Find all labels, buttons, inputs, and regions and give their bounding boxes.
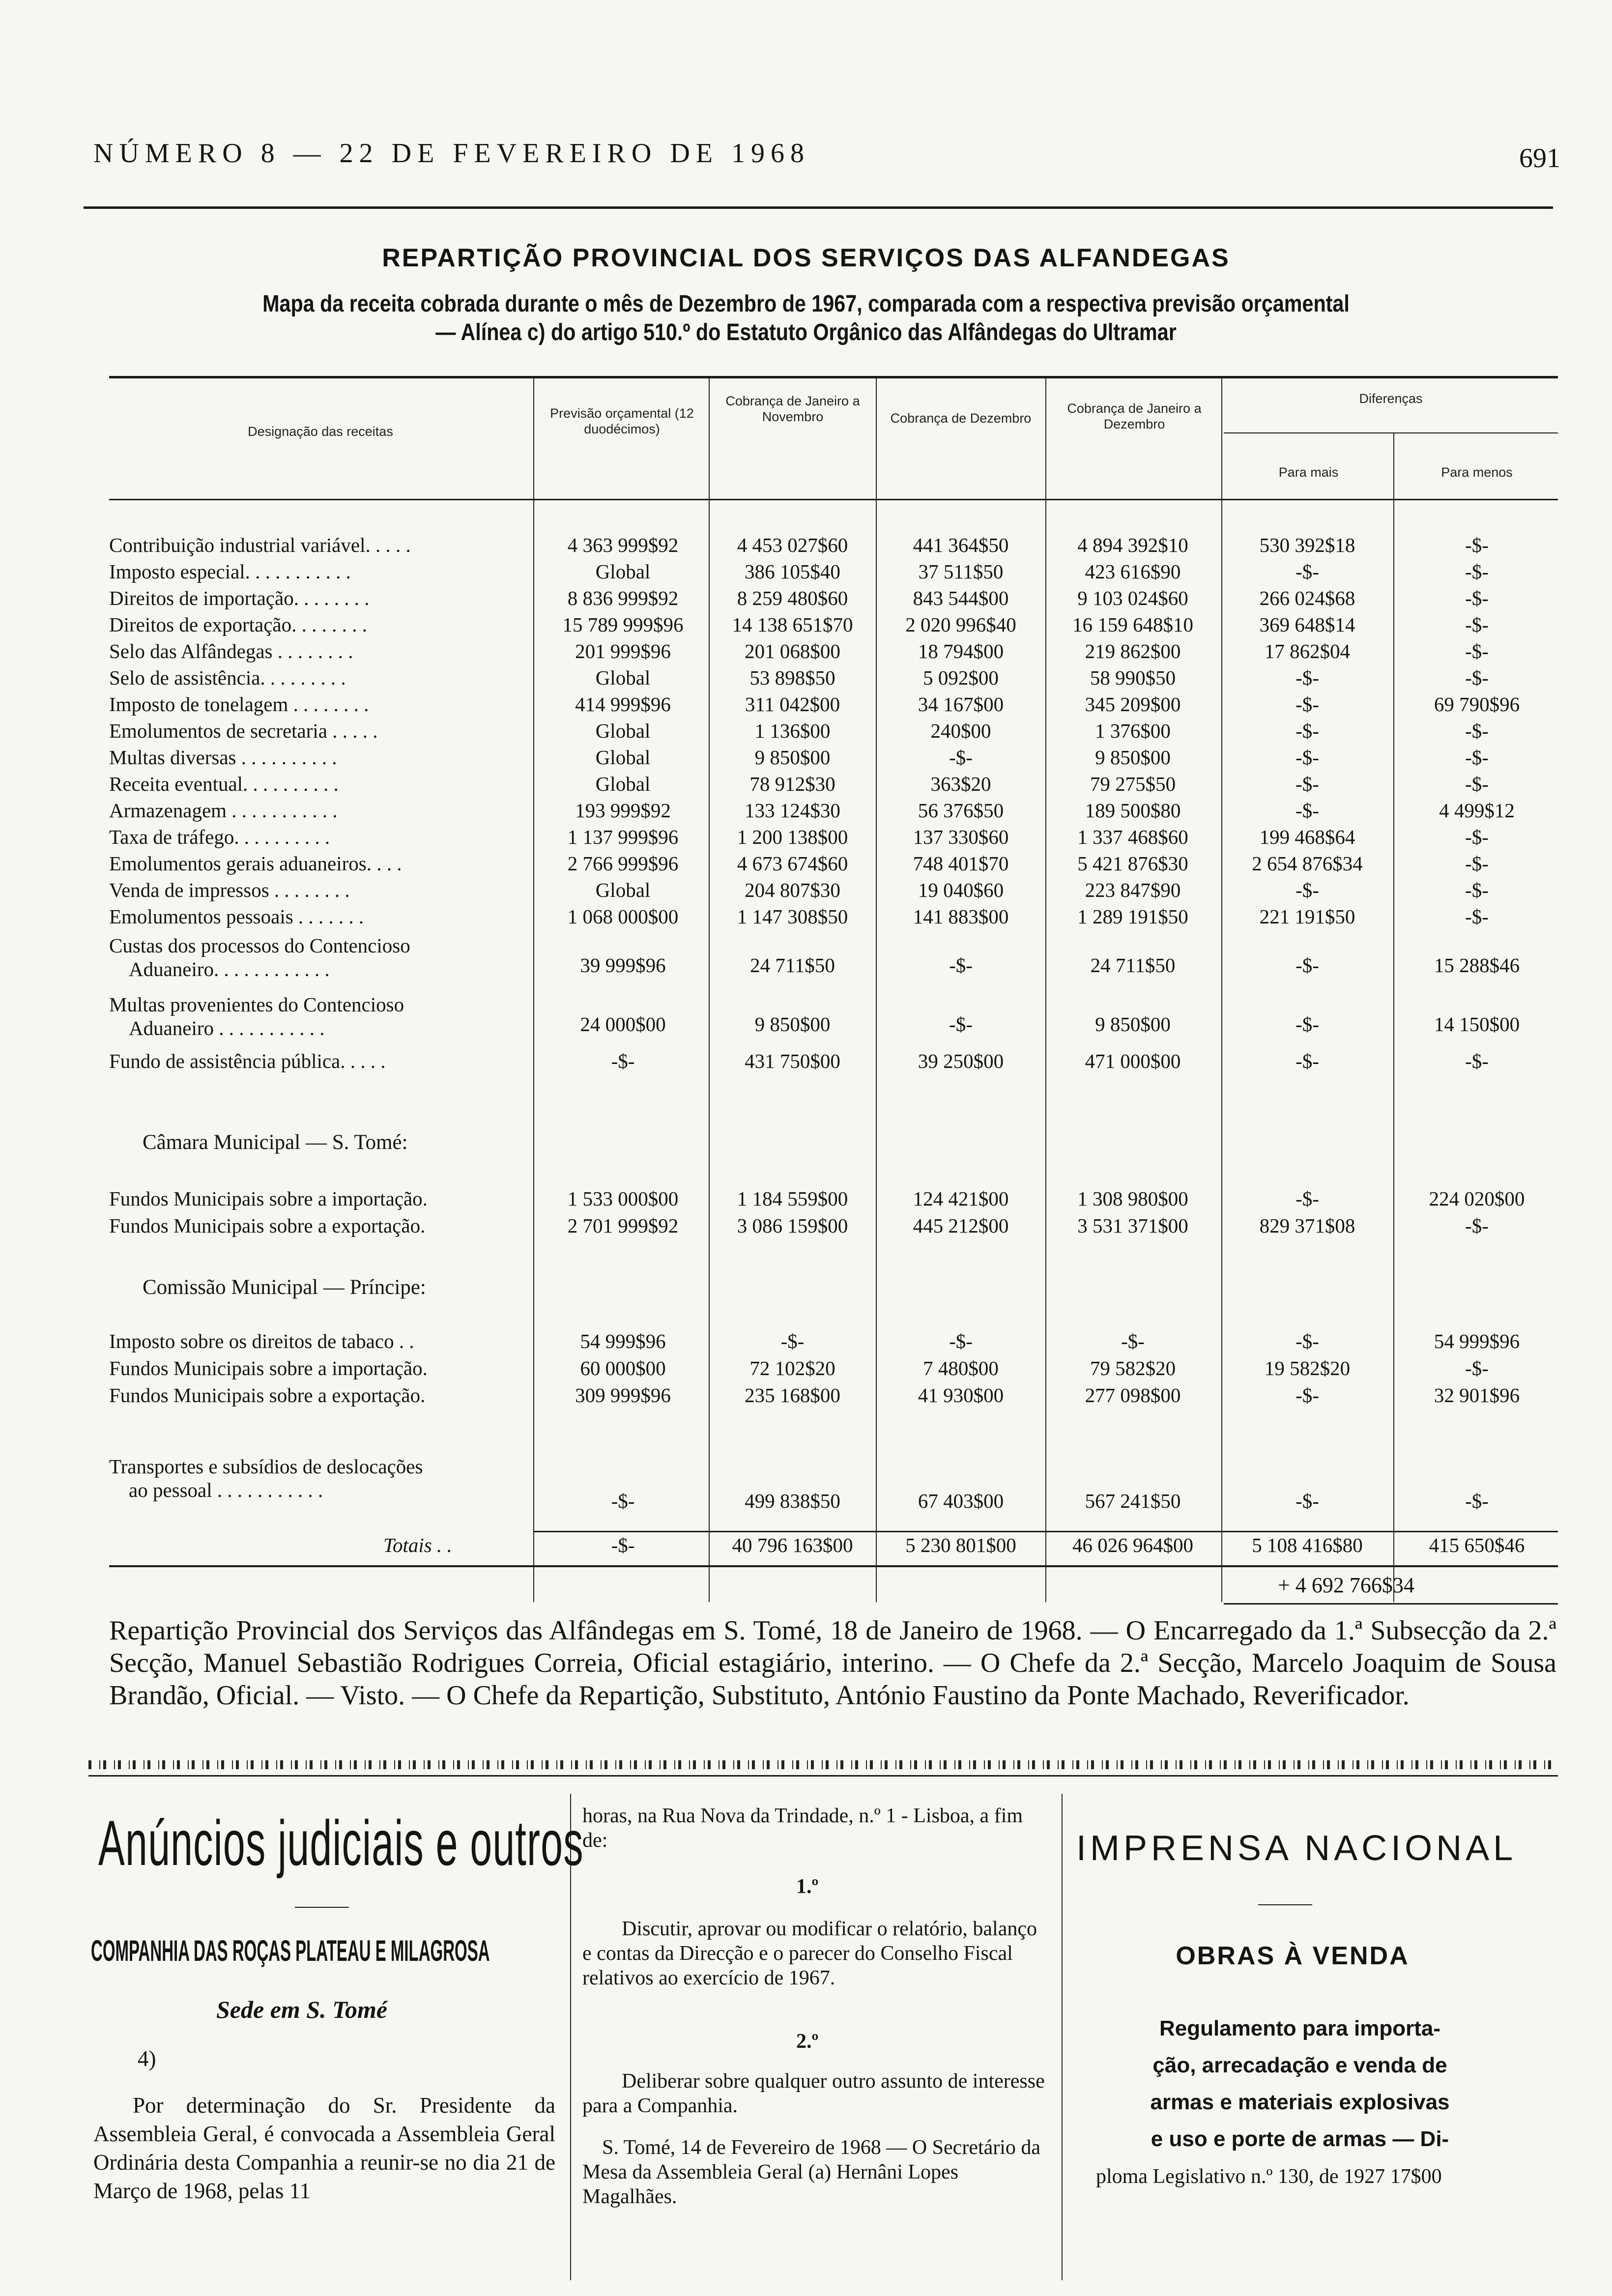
value-cell: 5 092$00 (923, 666, 999, 689)
table-row (0, 1383, 1612, 1410)
value-cell: 201 999$96 (575, 640, 671, 662)
value-cell: 9 850$00 (754, 1013, 831, 1035)
value-cell: 53 898$50 (749, 666, 835, 689)
table-row (0, 878, 1612, 905)
value-cell: 15 789 999$96 (562, 613, 684, 636)
value-cell: 499 838$50 (745, 1490, 840, 1512)
table-header-rule (109, 499, 1558, 500)
receita-label-line: Fundos Municipais sobre a importação. (109, 1357, 428, 1379)
value-cell: 69 790$96 (1434, 693, 1520, 716)
receita-label-line: Custas dos processos do Contencioso (109, 934, 410, 957)
table-row (0, 692, 1612, 719)
value-cell: 3 086 159$00 (737, 1214, 848, 1237)
value-cell: 8 259 480$60 (737, 587, 848, 609)
value-cell: 4 453 027$60 (737, 534, 848, 556)
value-cell: 41 930$00 (918, 1384, 1004, 1406)
value-cell: 60 000$00 (580, 1357, 666, 1379)
receita-label-line: Multas diversas . . . . . . . . . . (109, 746, 337, 769)
value-cell: 1 147 308$50 (737, 905, 848, 928)
value-cell: 748 401$70 (913, 852, 1009, 875)
value-cell: 363$20 (930, 773, 991, 795)
receita-label-line: Selo das Alfândegas . . . . . . . . (109, 640, 353, 662)
receita-label (109, 692, 527, 716)
table-row (0, 905, 1612, 932)
table-row (0, 993, 1612, 1039)
value-cell: -$- (1295, 879, 1319, 901)
value-cell: -$- (1465, 587, 1489, 609)
table-row (0, 1214, 1612, 1241)
header-cobranca-jan-nov: Cobrança de Janeiro a Novembro (725, 394, 860, 424)
value-cell: 1 337 468$60 (1077, 826, 1188, 848)
value-cell: Global (595, 719, 651, 742)
net-underline (1224, 1603, 1558, 1605)
value-cell: Global (595, 666, 651, 689)
value-cell: -$- (1465, 640, 1489, 662)
receita-label (109, 772, 527, 796)
total-cell: 5 230 801$00 (905, 1534, 1016, 1556)
agenda-item-2-number: 2.º (796, 2030, 819, 2053)
value-cell: -$- (1295, 799, 1319, 822)
value-cell: -$- (1295, 773, 1319, 795)
value-cell: 137 330$60 (913, 826, 1009, 848)
value-cell: 4 363 999$92 (567, 534, 679, 556)
regulamento-line-2: ção, arrecadação e venda de (1152, 2053, 1447, 2077)
value-cell: -$- (611, 1490, 635, 1512)
receita-label-line: Taxa de tráfego. . . . . . . . . . (109, 826, 330, 848)
value-cell: -$- (1465, 746, 1489, 769)
value-cell: -$- (1295, 954, 1319, 976)
value-cell: 19 040$60 (918, 879, 1004, 901)
report-subtitle (180, 290, 1432, 347)
value-cell: -$- (1465, 719, 1489, 742)
receita-label-line: Imposto sobre os direitos de tabaco . . (109, 1330, 414, 1352)
value-cell: 7 480$00 (923, 1357, 999, 1379)
receita-label-line: Venda de impressos . . . . . . . . (109, 879, 350, 901)
totals-label: Totais . . (383, 1534, 452, 1556)
net-difference: + 4 692 766$34 (1278, 1573, 1414, 1597)
total-cell: 415 650$46 (1429, 1534, 1525, 1556)
value-cell: 1 184 559$00 (737, 1187, 848, 1210)
receita-label (109, 825, 527, 849)
value-cell: 1 200 138$00 (737, 826, 848, 848)
value-cell: 15 288$46 (1434, 954, 1520, 976)
header-cobranca-dez: Cobrança de Dezembro (890, 411, 1032, 426)
value-cell: 386 105$40 (745, 560, 840, 583)
secretary-signature: S. Tomé, 14 de Fevereiro de 1968 — O Secretário da Mesa da Assembleia Geral (a) Hernâni Lopes Magalhães. (582, 2136, 1041, 2208)
page-number: 691 (1519, 143, 1560, 173)
value-cell: 829 371$08 (1259, 1214, 1355, 1237)
value-cell: 423 616$90 (1085, 560, 1181, 583)
value-cell: -$- (1121, 1330, 1145, 1352)
value-cell: 141 883$00 (913, 905, 1009, 928)
value-cell: -$- (1465, 826, 1489, 848)
subtitle-line-2: — Alínea c) do artigo 510.º do Estatuto Orgânico das Alfândegas do Ultramar (435, 319, 1177, 345)
receita-label-line: Selo de assistência. . . . . . . . . (109, 666, 346, 689)
receita-label-line: Aduaneiro. . . . . . . . . . . . (129, 958, 330, 980)
value-cell: 133 124$30 (745, 799, 840, 822)
value-cell: 277 098$00 (1085, 1384, 1181, 1406)
table-row (0, 772, 1612, 799)
value-cell: -$- (1465, 879, 1489, 901)
receita-label (109, 639, 527, 663)
value-cell: 414 999$96 (575, 693, 671, 716)
header-para-menos: Para menos (1441, 465, 1513, 480)
ornamental-divider (88, 1760, 1558, 1769)
receita-label (109, 878, 527, 902)
value-cell: -$- (1465, 534, 1489, 556)
value-cell: 221 191$50 (1259, 905, 1355, 928)
value-cell: 79 582$20 (1090, 1357, 1176, 1379)
receita-label (109, 1187, 527, 1210)
value-cell: -$- (1465, 666, 1489, 689)
running-header: NÚMERO 8 — 22 DE FEVEREIRO DE 1968 (93, 138, 810, 169)
regulamento-line-4: e uso e porte de armas — Di- (1151, 2127, 1449, 2151)
value-cell: 9 850$00 (754, 746, 831, 769)
value-cell: 431 750$00 (745, 1050, 840, 1072)
value-cell: 14 150$00 (1434, 1013, 1520, 1035)
value-cell: -$- (949, 1013, 973, 1035)
agenda-item-2: Deliberar sobre qualquer outro assunto de interesse para a Companhia. (582, 2070, 1045, 2117)
diferencas-subrule (1224, 432, 1558, 433)
value-cell: -$- (1295, 1330, 1319, 1352)
table-row (0, 799, 1612, 826)
value-cell: 240$00 (930, 719, 991, 742)
value-cell: 78 912$30 (749, 773, 835, 795)
value-cell: 189 500$80 (1085, 799, 1181, 822)
header-designacao: Designação das receitas (248, 424, 393, 439)
lower-col-divider (1062, 1794, 1063, 2280)
value-cell: 345 209$00 (1085, 693, 1181, 716)
value-cell: 1 308 980$00 (1077, 1187, 1188, 1210)
total-cell: 5 108 416$80 (1252, 1534, 1363, 1556)
value-cell: 471 000$00 (1085, 1050, 1181, 1072)
receita-label (109, 993, 527, 1040)
value-cell: -$- (1465, 905, 1489, 928)
value-cell: -$- (1295, 746, 1319, 769)
receita-label-line: Emolumentos gerais aduaneiros. . . . (109, 852, 402, 875)
receita-label-line: Imposto de tonelagem . . . . . . . . (109, 693, 369, 716)
value-cell: -$- (1465, 1214, 1489, 1237)
table-row (0, 1049, 1612, 1076)
value-cell: 24 711$50 (750, 954, 835, 976)
value-cell: 39 250$00 (918, 1050, 1004, 1072)
header-diferencas: Diferenças (1359, 391, 1423, 406)
table-row (0, 639, 1612, 666)
obras-a-venda: OBRAS À VENDA (1176, 1942, 1410, 1970)
value-cell: -$- (1465, 1357, 1489, 1379)
value-cell: -$- (1465, 1050, 1489, 1072)
value-cell: 1 376$00 (1095, 719, 1171, 742)
header-previsao: Previsão orçamental (12 duodécimos) (550, 406, 694, 436)
value-cell: 3 531 371$00 (1077, 1214, 1188, 1237)
receita-label (109, 1214, 527, 1237)
receita-label-line: Transportes e subsídios de deslocações (109, 1455, 423, 1478)
value-cell: 201 068$00 (745, 640, 840, 662)
table-row (0, 746, 1612, 773)
value-cell: 224 020$00 (1429, 1187, 1525, 1210)
receita-label (109, 905, 527, 928)
table-row (0, 1329, 1612, 1356)
imprensa-nacional-title: IMPRENSA NACIONAL (1076, 1829, 1517, 1868)
report-title: REPARTIÇÃO PROVINCIAL DOS SERVIÇOS DAS ALFANDEGAS (382, 244, 1230, 272)
notice-number: 4) (138, 2046, 156, 2071)
value-cell: 9 850$00 (1095, 1013, 1171, 1035)
value-cell: 24 711$50 (1090, 954, 1176, 976)
total-cell: 40 796 163$00 (732, 1534, 853, 1556)
value-cell: -$- (949, 1330, 973, 1352)
receita-label (109, 1356, 527, 1380)
section-comissao-principe: Comissão Municipal — Príncipe: (143, 1276, 426, 1299)
total-cell: -$- (611, 1534, 635, 1556)
closing-statement: Repartição Provincial dos Serviços das Alfândegas em S. Tomé, 18 de Janeiro de 1968. — O Encarregado da 1.ª Subsecção da 2.ª Secção, Manuel Sebastião Rodrigues Correia, Oficial estagiário, interino. — O Chefe da 2.ª Secção, Marcelo Joaquim de Sousa Brandão, Oficial. — Visto. — O Chefe da Repartição, Substituto, António Faustino da Ponte Machado, Reverificador. (109, 1615, 1556, 1711)
value-cell: -$- (1465, 773, 1489, 795)
table-row (0, 586, 1612, 613)
value-cell: 223 847$90 (1085, 879, 1181, 901)
value-cell: 4 673 674$60 (737, 852, 848, 875)
table-row (0, 719, 1612, 746)
receita-label-line: Aduaneiro . . . . . . . . . . . (129, 1017, 325, 1039)
value-cell: 124 421$00 (913, 1187, 1009, 1210)
value-cell: 9 850$00 (1095, 746, 1171, 769)
anuncios-heading: Anúncios judiciais e outros (98, 1807, 584, 1879)
receita-label (109, 613, 527, 636)
value-cell: 235 168$00 (745, 1384, 840, 1406)
regulamento-line-1: Regulamento para importa- (1159, 2016, 1441, 2040)
value-cell: 843 544$00 (913, 587, 1009, 609)
table-row (0, 560, 1612, 587)
value-cell: Global (595, 560, 651, 583)
value-cell: -$- (611, 1050, 635, 1072)
value-cell: 204 807$30 (745, 879, 840, 901)
receita-label (109, 799, 527, 822)
header-cobranca-jan-dez: Cobrança de Janeiro a Dezembro (1067, 401, 1202, 431)
value-cell: 309 999$96 (575, 1384, 671, 1406)
value-cell: 567 241$50 (1085, 1490, 1181, 1512)
regulamento-line-3: armas e materiais explosivas (1150, 2090, 1450, 2114)
value-cell: 369 648$14 (1259, 613, 1355, 636)
value-cell: 1 068 000$00 (567, 905, 679, 928)
agenda-item-1-number: 1.º (796, 1875, 819, 1898)
value-cell: -$- (1295, 693, 1319, 716)
value-cell: 193 999$92 (575, 799, 671, 822)
value-cell: 18 794$00 (918, 640, 1004, 662)
value-cell: -$- (1295, 719, 1319, 742)
value-cell: 8 836 999$92 (567, 587, 679, 609)
receita-label-line: Fundo de assistência pública. . . . . (109, 1050, 386, 1072)
value-cell: -$- (1465, 1490, 1489, 1512)
value-cell: -$- (949, 746, 973, 769)
receita-label-line: Emolumentos pessoais . . . . . . . (109, 905, 364, 928)
notice-paragraph: Por determinação do Sr. Presidente da Assembleia Geral, é convocada a Assembleia Geral Ordinária desta Companhia a reunir-se no dia 21 de Março de 1968, pelas 11 (93, 2093, 555, 2203)
receita-label-line: Fundos Municipais sobre a exportação. (109, 1214, 426, 1237)
company-seat: Sede em S. Tomé (216, 1996, 388, 2023)
value-cell: 445 212$00 (913, 1214, 1009, 1237)
receita-label (109, 934, 527, 981)
meeting-location: horas, na Rua Nova da Trindade, n.º 1 - Lisboa, a fim de: (582, 1805, 1023, 1852)
value-cell: 1 136$00 (754, 719, 831, 742)
value-cell: -$- (1465, 613, 1489, 636)
short-rule (295, 1907, 349, 1908)
value-cell: 24 000$00 (580, 1013, 666, 1035)
receita-label (109, 586, 527, 610)
header-para-mais: Para mais (1278, 465, 1339, 480)
value-cell: 2 701 999$92 (567, 1214, 679, 1237)
value-cell: 54 999$96 (1434, 1330, 1520, 1352)
value-cell: -$- (1465, 560, 1489, 583)
receita-label-line: Direitos de exportação. . . . . . . . (109, 613, 367, 636)
totals-top-rule (533, 1531, 1558, 1532)
value-cell: 56 376$50 (918, 799, 1004, 822)
value-cell: -$- (1295, 666, 1319, 689)
value-cell: 9 103 024$60 (1077, 587, 1188, 609)
value-cell: 72 102$20 (749, 1357, 835, 1379)
total-cell: 46 026 964$00 (1072, 1534, 1193, 1556)
receita-label-line: Emolumentos de secretaria . . . . . (109, 719, 378, 742)
receita-label (109, 1383, 527, 1407)
value-cell: Global (595, 879, 651, 901)
value-cell: 79 275$50 (1090, 773, 1176, 795)
value-cell: 39 999$96 (580, 954, 666, 976)
value-cell: 2 020 996$40 (905, 613, 1016, 636)
receita-label (109, 852, 527, 875)
value-cell: 67 403$00 (918, 1490, 1004, 1512)
section-camara-sao-tome: Câmara Municipal — S. Tomé: (143, 1131, 408, 1154)
receita-label (109, 1049, 527, 1073)
short-rule (1258, 1904, 1312, 1905)
agenda-item-1: Discutir, aprovar ou modificar o relatório, balanço e contas da Direcção e o parecer do Conselho Fiscal relativos ao exercício de 1967. (582, 1918, 1037, 1989)
receita-label (109, 1455, 527, 1502)
value-cell: -$- (1295, 560, 1319, 583)
receita-label (109, 1329, 527, 1353)
value-cell: 4 894 392$10 (1077, 534, 1188, 556)
table-row (0, 533, 1612, 560)
table-row (0, 825, 1612, 852)
value-cell: 311 042$00 (745, 693, 840, 716)
receita-label-line: Direitos de importação. . . . . . . . (109, 587, 370, 609)
receita-label-line: Fundos Municipais sobre a exportação. (109, 1384, 426, 1406)
value-cell: Global (595, 773, 651, 795)
value-cell: 2 654 876$34 (1252, 852, 1363, 875)
value-cell: 266 024$68 (1259, 587, 1355, 609)
receita-label-line: Receita eventual. . . . . . . . . . (109, 773, 339, 795)
value-cell: 1 137 999$96 (567, 826, 679, 848)
diploma-price: ploma Legislativo n.º 130, de 1927 17$00 (1096, 2165, 1442, 2188)
receita-label (109, 719, 527, 743)
value-cell: -$- (1295, 1050, 1319, 1072)
value-cell: 17 862$04 (1264, 640, 1351, 662)
value-cell: -$- (1465, 852, 1489, 875)
value-cell: -$- (1295, 1187, 1319, 1210)
company-name: COMPANHIA DAS ROÇAS PLATEAU E MILAGROSA (91, 1934, 490, 1967)
table-row (0, 852, 1612, 879)
receita-label-line: Fundos Municipais sobre a importação. (109, 1187, 428, 1210)
value-cell: 1 533 000$00 (567, 1187, 679, 1210)
receita-label-line: Multas provenientes do Contencioso (109, 993, 404, 1016)
value-cell: 16 159 648$10 (1072, 613, 1193, 636)
table-row (0, 1187, 1612, 1214)
table-row (0, 666, 1612, 693)
table-top-rule (109, 376, 1558, 378)
totals-row (0, 1533, 1612, 1560)
receita-label (109, 746, 527, 769)
value-cell: 530 392$18 (1259, 534, 1355, 556)
totals-bottom-rule (109, 1565, 1558, 1567)
table-row (0, 934, 1612, 980)
value-cell: 4 499$12 (1439, 799, 1515, 822)
value-cell: 5 421 876$30 (1077, 852, 1188, 875)
value-cell: 199 468$64 (1259, 826, 1355, 848)
receita-label-line: Armazenagem . . . . . . . . . . . (109, 799, 338, 822)
ornamental-underline (88, 1775, 1558, 1777)
receita-label-line: ao pessoal . . . . . . . . . . . (129, 1479, 323, 1501)
subtitle-line-1: Mapa da receita cobrada durante o mês de Dezembro de 1967, comparada com a respectiva previsão orçamental (262, 291, 1350, 317)
value-cell: Global (595, 746, 651, 769)
header-rule (84, 206, 1553, 209)
table-row (0, 1356, 1612, 1383)
table-row (0, 1455, 1612, 1512)
value-cell: 58 990$50 (1090, 666, 1176, 689)
value-cell: -$- (949, 954, 973, 976)
value-cell: 54 999$96 (580, 1330, 666, 1352)
value-cell: -$- (780, 1330, 805, 1352)
receita-label (109, 560, 527, 583)
value-cell: 37 511$50 (918, 560, 1004, 583)
receita-label-line: Imposto especial. . . . . . . . . . . (109, 560, 351, 583)
table-row (0, 613, 1612, 640)
receita-label-line: Contribuição industrial variável. . . . . (109, 534, 411, 556)
value-cell: 219 862$00 (1085, 640, 1181, 662)
value-cell: 2 766 999$96 (567, 852, 679, 875)
receita-label (109, 533, 527, 557)
value-cell: 441 364$50 (913, 534, 1009, 556)
value-cell: 34 167$00 (918, 693, 1004, 716)
value-cell: -$- (1295, 1013, 1319, 1035)
value-cell: -$- (1295, 1490, 1319, 1512)
value-cell: 1 289 191$50 (1077, 905, 1188, 928)
value-cell: 32 901$96 (1434, 1384, 1520, 1406)
value-cell: -$- (1295, 1384, 1319, 1406)
receita-label (109, 666, 527, 689)
value-cell: 14 138 651$70 (732, 613, 853, 636)
value-cell: 19 582$20 (1264, 1357, 1351, 1379)
